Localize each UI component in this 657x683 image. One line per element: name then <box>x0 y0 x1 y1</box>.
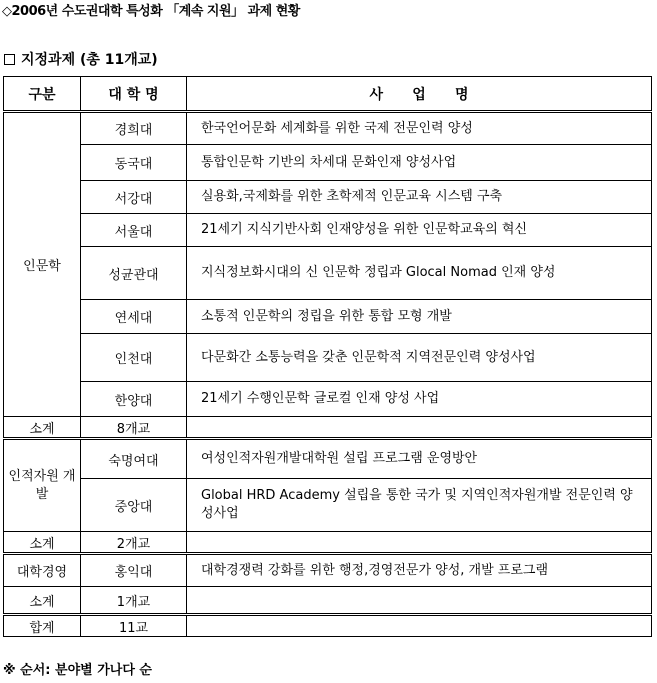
university-cell: 경희대 <box>81 112 187 145</box>
project-cell: 실용화,국제화를 위한 초학제적 인문교육 시스템 구축 <box>187 181 652 214</box>
table-row <box>4 112 652 145</box>
university-cell: 홍익대 <box>81 554 187 587</box>
university-cell: 인천대 <box>81 334 187 382</box>
table-row <box>4 334 652 382</box>
project-table <box>3 76 652 637</box>
project-cell: 여성인적자원개발대학원 설립 프로그램 운영방안 <box>187 439 652 479</box>
table-row <box>4 300 652 334</box>
category-humanities: 인문학 <box>4 112 81 417</box>
project-cell: 대학경쟁력 강화를 위한 행정,경영전문가 양성, 개발 프로그램 <box>187 554 652 587</box>
total-value: 11교 <box>81 615 187 637</box>
subtotal-label: 소계 <box>4 532 81 554</box>
category-hrd: 인적자원 개발 <box>4 439 81 532</box>
total-label: 합계 <box>4 615 81 637</box>
project-cell: 다문화간 소통능력을 갖춘 인문학적 지역전문인력 양성사업 <box>187 334 652 382</box>
subtotal-label: 소계 <box>4 417 81 439</box>
category-business: 대학경영 <box>4 554 81 587</box>
header-category: 구분 <box>4 77 81 112</box>
table-row <box>4 145 652 181</box>
university-cell: 한양대 <box>81 382 187 417</box>
footnote: ※ 순서: 분야별 가나다 순 <box>3 663 152 678</box>
project-cell: 소통적 인문학의 정립을 위한 통합 모형 개발 <box>187 300 652 334</box>
subtotal-value: 2개교 <box>81 532 187 554</box>
project-cell: 지식정보화시대의 신 인문학 정립과 Glocal Nomad 인재 양성 <box>187 247 652 300</box>
table-row <box>4 382 652 417</box>
checkbox-square-icon <box>4 54 15 65</box>
university-cell: 서울대 <box>81 214 187 247</box>
table-header-row <box>4 77 652 112</box>
university-cell: 서강대 <box>81 181 187 214</box>
subtotal-label: 소계 <box>4 587 81 615</box>
project-cell: 21세기 지식기반사회 인재양성을 위한 인문학교육의 혁신 <box>187 214 652 247</box>
header-project: 사 업 명 <box>187 77 652 112</box>
subtotal-value: 8개교 <box>81 417 187 439</box>
subtitle-text: 지정과제 (총 11개교) <box>21 52 158 68</box>
project-cell: 통합인문학 기반의 차세대 문화인재 양성사업 <box>187 145 652 181</box>
table-row <box>4 214 652 247</box>
university-cell: 성균관대 <box>81 247 187 300</box>
subtotal-empty <box>187 532 652 554</box>
table-row <box>4 247 652 300</box>
table-row <box>4 554 652 587</box>
total-row <box>4 615 652 637</box>
project-cell: Global HRD Academy 설립을 통한 국가 및 지역인적자원개발 전문인력 양성사업 <box>187 479 652 532</box>
subtotal-value: 1개교 <box>81 587 187 615</box>
university-cell: 숙명여대 <box>81 439 187 479</box>
subtotal-row <box>4 417 652 439</box>
university-cell: 동국대 <box>81 145 187 181</box>
subtotal-row <box>4 532 652 554</box>
section-subtitle <box>4 49 158 69</box>
document-title: ◇2006년 수도권대학 특성화 「계속 지원」 과제 현황 <box>2 4 300 19</box>
header-university: 대 학 명 <box>81 77 187 112</box>
total-empty <box>187 615 652 637</box>
university-cell: 연세대 <box>81 300 187 334</box>
subtotal-empty <box>187 587 652 615</box>
table-row <box>4 181 652 214</box>
project-cell: 21세기 수행인문학 글로컬 인재 양성 사업 <box>187 382 652 417</box>
table-row <box>4 479 652 532</box>
subtotal-empty <box>187 417 652 439</box>
subtotal-row <box>4 587 652 615</box>
university-cell: 중앙대 <box>81 479 187 532</box>
table-row <box>4 439 652 479</box>
project-cell: 한국언어문화 세계화를 위한 국제 전문인력 양성 <box>187 112 652 145</box>
